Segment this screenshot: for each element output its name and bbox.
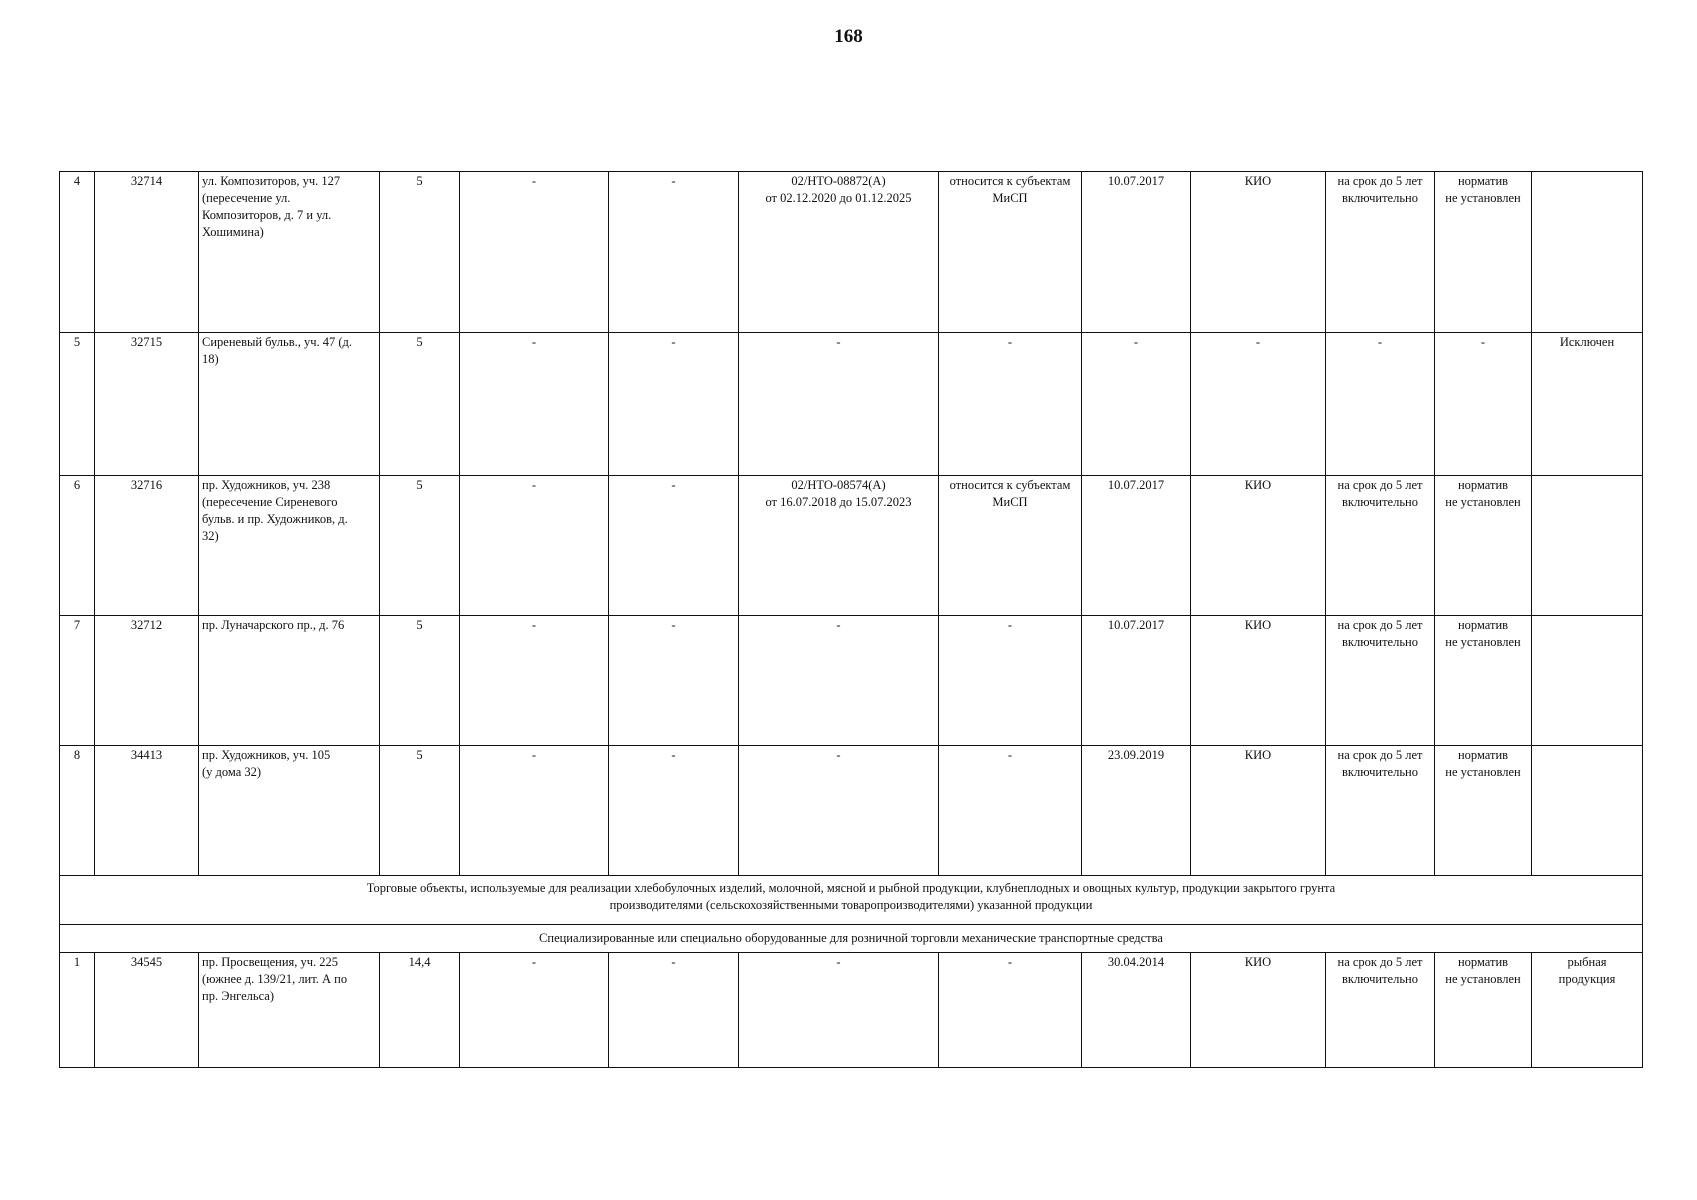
address: пр. Художников, уч. 105 (у дома 32) bbox=[199, 746, 380, 876]
term: на срок до 5 лет включительно bbox=[1326, 616, 1435, 746]
norm: норматив не установлен bbox=[1435, 746, 1532, 876]
column-5: - bbox=[460, 172, 609, 333]
inclusion-date: 10.07.2017 bbox=[1082, 476, 1191, 616]
inclusion-date: 10.07.2017 bbox=[1082, 616, 1191, 746]
area: 14,4 bbox=[380, 953, 460, 1068]
object-id: 34545 bbox=[95, 953, 199, 1068]
column-6: - bbox=[609, 333, 739, 476]
table-row bbox=[60, 333, 1643, 476]
inclusion-date: 23.09.2019 bbox=[1082, 746, 1191, 876]
column-6: - bbox=[609, 172, 739, 333]
column-5: - bbox=[460, 476, 609, 616]
norm: - bbox=[1435, 333, 1532, 476]
contract: - bbox=[739, 333, 939, 476]
column-6: - bbox=[609, 616, 739, 746]
object-id: 32715 bbox=[95, 333, 199, 476]
page-number: 168 bbox=[834, 26, 863, 47]
table-row bbox=[60, 172, 1643, 333]
subject-category: - bbox=[939, 953, 1082, 1068]
row-number: 7 bbox=[60, 616, 95, 746]
area: 5 bbox=[380, 746, 460, 876]
address: ул. Композиторов, уч. 127 (пересечение ул. Композиторов, д. 7 и ул. Хошимина) bbox=[199, 172, 380, 333]
subject-category: - bbox=[939, 333, 1082, 476]
term: на срок до 5 лет включительно bbox=[1326, 476, 1435, 616]
table-row bbox=[60, 953, 1643, 1068]
norm: норматив не установлен bbox=[1435, 172, 1532, 333]
term: на срок до 5 лет включительно bbox=[1326, 746, 1435, 876]
contract: 02/НТО-08574(А) от 16.07.2018 до 15.07.2023 bbox=[739, 476, 939, 616]
address: пр. Просвещения, уч. 225 (южнее д. 139/21, лит. А по пр. Энгельса) bbox=[199, 953, 380, 1068]
object-id: 32714 bbox=[95, 172, 199, 333]
owner: КИО bbox=[1191, 953, 1326, 1068]
note bbox=[1532, 476, 1643, 616]
subject-category: - bbox=[939, 616, 1082, 746]
area: 5 bbox=[380, 172, 460, 333]
owner: КИО bbox=[1191, 746, 1326, 876]
owner: КИО bbox=[1191, 172, 1326, 333]
area: 5 bbox=[380, 476, 460, 616]
inclusion-date: - bbox=[1082, 333, 1191, 476]
note: рыбная продукция bbox=[1532, 953, 1643, 1068]
area: 5 bbox=[380, 333, 460, 476]
norm: норматив не установлен bbox=[1435, 476, 1532, 616]
subject-category: - bbox=[939, 746, 1082, 876]
note: Исключен bbox=[1532, 333, 1643, 476]
row-number: 6 bbox=[60, 476, 95, 616]
term: на срок до 5 лет включительно bbox=[1326, 953, 1435, 1068]
note bbox=[1532, 172, 1643, 333]
subject-category: относится к субъектам МиСП bbox=[939, 172, 1082, 333]
contract: 02/НТО-08872(А) от 02.12.2020 до 01.12.2025 bbox=[739, 172, 939, 333]
subject-category: относится к субъектам МиСП bbox=[939, 476, 1082, 616]
owner: КИО bbox=[1191, 476, 1326, 616]
note bbox=[1532, 616, 1643, 746]
section-heading: Торговые объекты, используемые для реализации хлебобулочных изделий, молочной, мясной и рыбной продукции, клубнеплодных и овощных культур, продукции закрытого грунта производителями (сельскохозяйственными товаропроизводителями) указанной продукции bbox=[60, 876, 1643, 925]
subsection-heading: Специализированные или специально оборудованные для розничной торговли механические транспортные средства bbox=[60, 925, 1643, 953]
contract: - bbox=[739, 746, 939, 876]
object-id: 32716 bbox=[95, 476, 199, 616]
table-row bbox=[60, 746, 1643, 876]
column-5: - bbox=[460, 746, 609, 876]
norm: норматив не установлен bbox=[1435, 616, 1532, 746]
column-5: - bbox=[460, 953, 609, 1068]
inclusion-date: 10.07.2017 bbox=[1082, 172, 1191, 333]
column-6: - bbox=[609, 953, 739, 1068]
section-heading-row bbox=[60, 876, 1643, 925]
column-5: - bbox=[460, 333, 609, 476]
registry-table bbox=[59, 171, 1643, 1068]
row-number: 5 bbox=[60, 333, 95, 476]
column-6: - bbox=[609, 476, 739, 616]
owner: - bbox=[1191, 333, 1326, 476]
term: - bbox=[1326, 333, 1435, 476]
owner: КИО bbox=[1191, 616, 1326, 746]
inclusion-date: 30.04.2014 bbox=[1082, 953, 1191, 1068]
object-id: 32712 bbox=[95, 616, 199, 746]
subsection-heading-row bbox=[60, 925, 1643, 953]
area: 5 bbox=[380, 616, 460, 746]
contract: - bbox=[739, 616, 939, 746]
address: пр. Художников, уч. 238 (пересечение Сиреневого бульв. и пр. Художников, д. 32) bbox=[199, 476, 380, 616]
row-number: 1 bbox=[60, 953, 95, 1068]
contract: - bbox=[739, 953, 939, 1068]
row-number: 8 bbox=[60, 746, 95, 876]
table-row bbox=[60, 476, 1643, 616]
column-5: - bbox=[460, 616, 609, 746]
table-row bbox=[60, 616, 1643, 746]
row-number: 4 bbox=[60, 172, 95, 333]
term: на срок до 5 лет включительно bbox=[1326, 172, 1435, 333]
column-6: - bbox=[609, 746, 739, 876]
address: Сиреневый бульв., уч. 47 (д. 18) bbox=[199, 333, 380, 476]
note bbox=[1532, 746, 1643, 876]
address: пр. Луначарского пр., д. 76 bbox=[199, 616, 380, 746]
object-id: 34413 bbox=[95, 746, 199, 876]
norm: норматив не установлен bbox=[1435, 953, 1532, 1068]
